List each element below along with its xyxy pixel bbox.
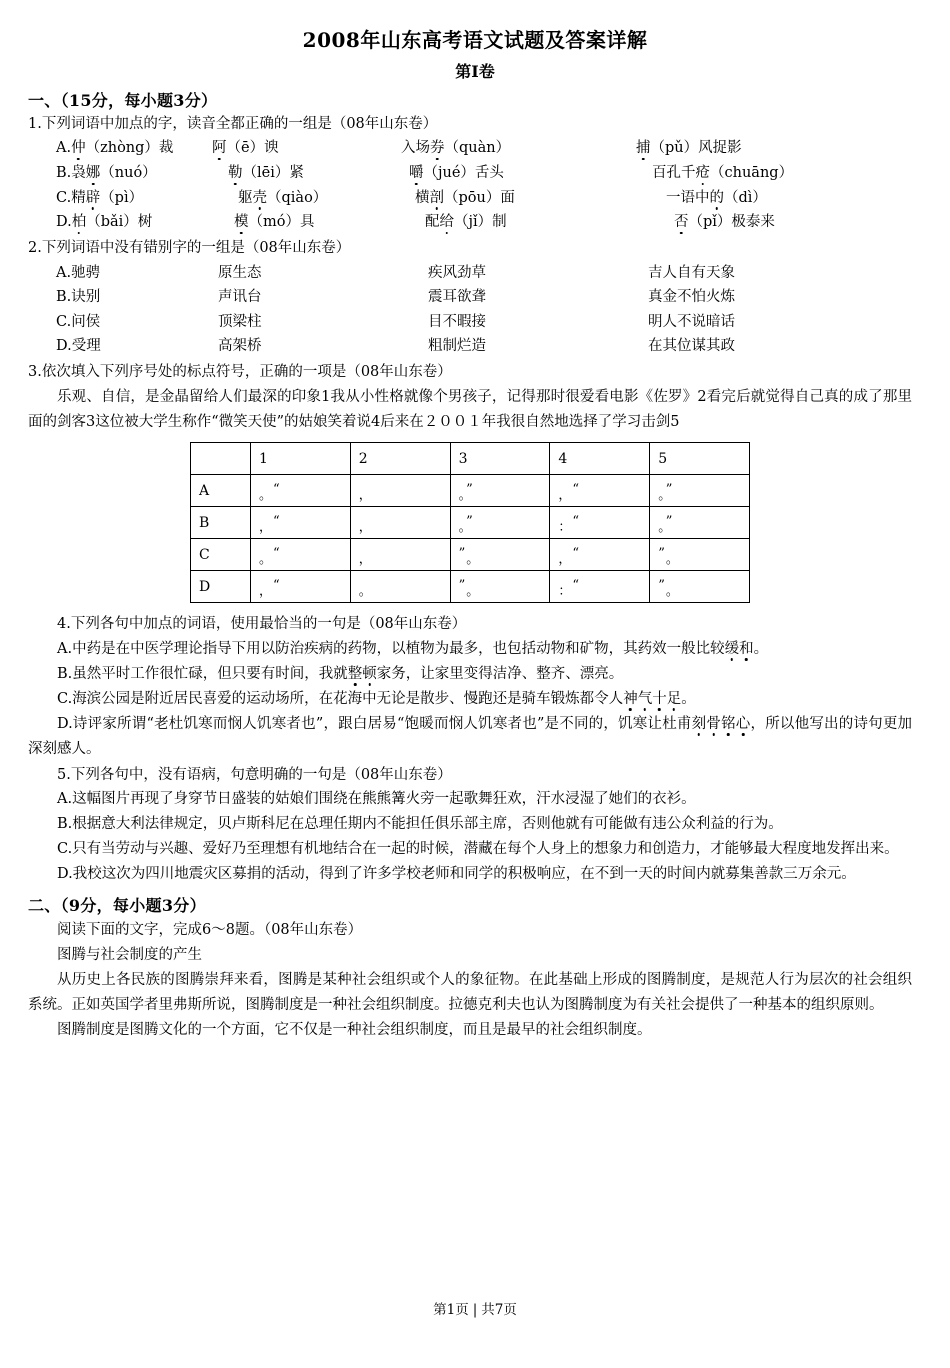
dotted-char: 气 <box>637 690 653 707</box>
dotted-char: 嚼 <box>409 165 424 182</box>
dotted-char: 否 <box>674 214 689 231</box>
dotted-phrase <box>692 716 751 732</box>
dotted-char: 疮 <box>695 165 710 182</box>
table-row <box>191 539 750 571</box>
punct-cell <box>251 571 351 603</box>
dotted-char: 剖 <box>429 189 444 206</box>
dotted-char: 模 <box>234 214 249 231</box>
option-text: 震耳欲聋 <box>428 289 486 306</box>
option-text: 驰骋 <box>71 264 101 281</box>
question-4-option-d <box>28 712 912 762</box>
punct-low-mark: ， <box>558 552 573 568</box>
question-5-option-b <box>28 812 912 837</box>
section-two-instruction: 阅读下面的文字，完成6～8题。（08年山东卷） <box>57 921 363 938</box>
row-label: A <box>191 475 251 507</box>
reading-passage-title: 图腾与社会制度的产生 <box>57 946 202 963</box>
option-text: （dì） <box>724 189 767 206</box>
option-text: 高架桥 <box>218 338 262 355</box>
row-label: D <box>191 571 251 603</box>
punct-cell <box>450 539 550 571</box>
option-label: D. <box>57 865 73 882</box>
table-header-4: 4 <box>550 443 650 475</box>
option-text: （ē）谀 <box>226 140 279 157</box>
table-row <box>191 475 750 507</box>
punct-low-mark: ， <box>358 520 373 536</box>
table-header-2: 2 <box>350 443 450 475</box>
option-text: 目不暇接 <box>428 313 486 330</box>
reading-passage-paragraph: 从历史上各民族的图腾崇拜来看，图腾是某种社会组织或个人的象征物。在此基础上形成的图腾制度，是规范人行为层次的社会组织系统。正如英国学者里弗斯所说，图腾制度是一种社会组织制度。拉德克利夫也认为图腾制度为有关社会提供了一种基本的组织原则。 <box>28 971 912 1013</box>
option-text: 吉人自有天象 <box>648 264 735 281</box>
dotted-char: 十 <box>652 690 667 707</box>
punct-low-mark: 。 <box>665 584 680 600</box>
punct-high-mark: “ <box>273 514 281 530</box>
dotted-phrase <box>623 691 681 707</box>
footer-separator: | <box>472 1302 478 1318</box>
dotted-char: 阿 <box>212 140 227 157</box>
row-label: C <box>191 539 251 571</box>
punct-high-mark: “ <box>273 482 281 498</box>
punct-low-mark: ， <box>358 552 373 568</box>
punct-high-mark: ” <box>458 546 467 562</box>
row-label: B <box>191 507 251 539</box>
option-label: D. <box>56 338 72 355</box>
punct-low-mark: 。 <box>358 584 373 600</box>
option-text: 横 <box>415 189 430 206</box>
option-text: 我校这次为四川地震灾区募捐的活动，得到了许多学校老师和同学的积极响应，在不到一天的时间内就募集善款三万余元。 <box>72 865 856 882</box>
punct-low-mark: ， <box>259 584 274 600</box>
punct-high-mark: ” <box>458 578 467 594</box>
punct-low-mark: 。 <box>458 488 467 504</box>
punct-cell <box>251 475 351 507</box>
dotted-char: 娜 <box>85 165 101 182</box>
punct-cell <box>450 571 550 603</box>
option-label: C. <box>57 840 73 857</box>
question-2-option-b <box>28 285 912 310</box>
option-text: 顶梁柱 <box>218 313 262 330</box>
punct-high-mark: ” <box>665 514 674 530</box>
punct-low-mark: 。 <box>658 488 666 504</box>
punct-cell <box>251 539 351 571</box>
option-text: ，所以他写出的诗句更加深刻感人。 <box>28 715 913 757</box>
question-1-option-c <box>28 186 912 211</box>
punct-high-mark: ” <box>658 578 666 594</box>
option-text: 问侯 <box>71 313 101 330</box>
option-text: 。 <box>753 640 769 657</box>
punct-cell <box>550 507 650 539</box>
punct-high-mark: ” <box>466 514 474 530</box>
option-text: 粗制烂造 <box>428 338 486 355</box>
option-text: 根据意大利法律规定，贝卢斯科尼在总理任期内不能担任俱乐部主席，否则他就有可能做有违公众利益的行为。 <box>72 816 783 833</box>
question-4-option-b <box>28 662 912 687</box>
option-text: （qiào） <box>267 189 328 206</box>
option-text: 入场 <box>401 140 430 157</box>
question-1-option-d <box>28 210 912 235</box>
reading-passage-paragraph: 图腾制度是图腾文化的一个方面，它不仅是一种社会组织制度，而且是最早的社会组织制度。 <box>57 1021 652 1038</box>
page-title: 2008年山东高考语文试题及答案详解 <box>302 28 648 52</box>
question-2-option-d <box>28 334 912 359</box>
table-header-1: 1 <box>251 443 351 475</box>
punct-high-mark: ” <box>665 482 674 498</box>
option-text: 配 <box>425 214 440 231</box>
option-text: （pōu）面 <box>444 189 515 206</box>
punct-low-mark: 。 <box>466 584 481 600</box>
punct-cell <box>650 571 750 603</box>
punct-high-mark: ” <box>658 546 666 562</box>
section-two-heading: 二、（9分，每小题3分） <box>28 895 206 915</box>
option-text: 躯 <box>238 189 253 206</box>
option-text: 中药是在中医学理论指导下用以防治疾病的药物，以植物为最多，也包括动物和矿物，其药效一般比较 <box>72 640 725 657</box>
option-text: （nuó） <box>100 165 157 182</box>
punct-low-mark: 。 <box>466 552 481 568</box>
option-text: 诀别 <box>71 289 101 306</box>
option-text: （pì） <box>100 189 144 206</box>
question-5-stem: 5.下列各句中，没有语病，句意明确的一句是（08年山东卷） <box>57 766 452 783</box>
punctuation-table <box>190 442 750 603</box>
question-2-stem: 2.下列词语中没有错别字的一组是（08年山东卷） <box>28 240 351 257</box>
dotted-char: 顿 <box>362 665 377 682</box>
question-1-stem: 1.下列词语中加点的字，读音全都正确的一组是（08年山东卷） <box>28 116 438 132</box>
option-text: 这幅图片再现了身穿节日盛装的姑娘们围绕在熊熊篝火旁一起歌舞狂欢，汗水浸湿了她们的衣衫。 <box>72 791 696 808</box>
section-one-heading: 一、（15分，每小题3分） <box>28 91 218 110</box>
table-header-3: 3 <box>450 443 550 475</box>
punct-high-mark: ” <box>466 482 474 498</box>
punct-cell <box>650 507 750 539</box>
option-text: （pǔ）风捉影 <box>650 140 742 157</box>
punct-high-mark: “ <box>572 482 581 498</box>
option-label: D. <box>56 214 72 231</box>
question-2-option-a <box>28 261 912 286</box>
dotted-char: 捕 <box>636 140 651 157</box>
option-label: A. <box>56 140 72 157</box>
table-header-blank <box>191 443 251 475</box>
option-text: 声讯台 <box>218 289 262 306</box>
dotted-char: 壳 <box>252 189 267 206</box>
question-4-stem: 4.下列各句中加点的词语，使用最恰当的一句是（08年山东卷） <box>57 616 467 633</box>
option-text: 疾风劲草 <box>428 264 486 281</box>
punct-cell <box>350 539 450 571</box>
question-1-option-b <box>28 161 912 186</box>
option-text: 明人不说暗话 <box>648 313 735 330</box>
question-4-option-a <box>28 637 912 662</box>
option-text: 精 <box>71 189 86 206</box>
option-text: 只有当劳动与兴趣、爱好乃至理想有机地结合在一起的时候，潜藏在每个人身上的想象力和创造力，才能够最大程度地发挥出来。 <box>72 840 899 857</box>
punct-cell <box>650 475 750 507</box>
exam-page <box>0 24 950 1368</box>
option-text: 原生态 <box>218 264 262 281</box>
option-text: 海滨公园是附近居民喜爱的运动场所，在花海中无论是散步、慢跑还是骑车锻炼都令人 <box>72 690 624 707</box>
option-text: （quàn） <box>444 140 511 157</box>
dotted-char: 仲 <box>71 140 86 157</box>
dotted-char: 的 <box>709 189 724 206</box>
punct-cell <box>550 571 650 603</box>
dotted-char: 铭 <box>721 715 736 732</box>
punct-low-mark: ： <box>558 520 573 536</box>
option-text: 百孔千 <box>652 165 696 182</box>
punct-cell <box>550 539 650 571</box>
option-text: 受理 <box>71 338 101 355</box>
option-label: D. <box>57 715 73 732</box>
table-row <box>191 507 750 539</box>
punct-cell <box>650 539 750 571</box>
question-1-option-a <box>28 136 912 161</box>
document-content <box>0 88 950 1043</box>
question-4-option-c <box>28 687 912 712</box>
table-row <box>191 571 750 603</box>
option-text: （lēi）紧 <box>242 165 304 182</box>
table-header-row <box>191 443 750 475</box>
option-text: 袅 <box>71 165 86 182</box>
punct-low-mark: 。 <box>259 552 274 568</box>
punct-high-mark: “ <box>572 578 581 594</box>
footer-total-pages: 共7页 <box>481 1302 517 1318</box>
punct-high-mark: “ <box>572 514 581 530</box>
option-text: 一语中 <box>666 189 710 206</box>
punct-cell <box>350 507 450 539</box>
page-footer <box>0 1298 950 1318</box>
option-label: B. <box>56 165 72 182</box>
option-text: 真金不怕火炼 <box>648 289 735 306</box>
punct-low-mark: 。 <box>458 520 467 536</box>
dotted-char: 骨 <box>706 715 722 732</box>
punct-low-mark: ： <box>558 584 573 600</box>
dotted-char: 券 <box>430 140 445 157</box>
option-text: （zhòng）裁 <box>85 140 174 157</box>
table-header-5: 5 <box>650 443 750 475</box>
punct-cell <box>350 571 450 603</box>
dotted-char: 勒 <box>228 165 243 182</box>
question-5-option-c <box>28 837 912 862</box>
dotted-char: 辟 <box>85 189 101 206</box>
option-text: （jǐ）制 <box>454 214 507 231</box>
dotted-phrase <box>725 641 754 657</box>
option-label: A. <box>57 791 73 808</box>
punct-cell <box>550 475 650 507</box>
option-text: 虽然平时工作很忙碌，但只要有时间，我就 <box>72 665 348 682</box>
punct-cell <box>350 475 450 507</box>
question-2-option-c <box>28 310 912 335</box>
question-3-passage: 乐观、自信，是金晶留给人们最深的印象1我从小性格就像个男孩子，记得那时很爱看电影《佐罗》2看完后就觉得自己真的成了那里面的剑客3这位被大学生称作“微笑天使”的姑娘笑着说4后来在２００１年我很自然地选择了学习击剑5 <box>28 388 912 430</box>
volume-heading: 第Ⅰ卷 <box>455 62 495 81</box>
dotted-char: 神 <box>623 690 638 707</box>
option-text: （jué）舌头 <box>423 165 504 182</box>
question-5-option-d <box>28 862 912 887</box>
option-text: （mó）具 <box>248 214 315 231</box>
option-text: （bǎi）树 <box>86 214 153 231</box>
punct-cell <box>450 475 550 507</box>
dotted-phrase <box>348 666 377 682</box>
option-text: 。 <box>681 690 696 707</box>
dotted-char: 缓 <box>724 640 740 657</box>
punct-low-mark: ， <box>358 488 373 504</box>
punct-cell <box>251 507 351 539</box>
dotted-char: 给 <box>439 214 454 231</box>
question-3-stem: 3.依次填入下列序号处的标点符号，正确的一项是（08年山东卷） <box>28 364 452 381</box>
question-5-option-a <box>28 787 912 812</box>
punct-low-mark: 。 <box>259 488 274 504</box>
option-text: 诗评家所谓“老杜饥寒而悯人饥寒者也”，跟白居易“饱暖而悯人饥寒者也”是不同的，饥寒让杜甫 <box>72 715 692 732</box>
dotted-char: 整 <box>347 665 363 682</box>
option-label: B. <box>56 289 72 306</box>
punctuation-table-wrapper <box>28 442 912 603</box>
dotted-char: 和 <box>739 640 754 657</box>
option-text: （chuāng） <box>710 165 794 182</box>
option-label: B. <box>57 665 73 682</box>
punctuation-table-body <box>191 475 750 603</box>
option-text: （pǐ）极泰来 <box>688 214 775 231</box>
dotted-char: 心 <box>735 715 751 732</box>
punct-high-mark: “ <box>572 546 581 562</box>
option-label: A. <box>56 264 72 281</box>
option-label: B. <box>57 816 73 833</box>
dotted-char: 足 <box>666 690 682 707</box>
punct-cell <box>450 507 550 539</box>
dotted-char: 柏 <box>71 214 87 231</box>
punct-high-mark: “ <box>273 546 281 562</box>
punct-low-mark: 。 <box>658 520 666 536</box>
option-label: C. <box>57 690 73 707</box>
option-label: C. <box>56 313 72 330</box>
punct-low-mark: 。 <box>665 552 680 568</box>
option-text: 家务，让家里变得洁净、整齐、漂亮。 <box>376 665 624 682</box>
option-label: A. <box>57 640 73 657</box>
dotted-char: 刻 <box>691 715 707 732</box>
punct-low-mark: ， <box>259 520 274 536</box>
punct-high-mark: “ <box>273 578 281 594</box>
footer-current-page: 第1页 <box>433 1302 469 1318</box>
punct-low-mark: ， <box>558 488 573 504</box>
option-text: 在其位谋其政 <box>648 338 735 355</box>
option-label: C. <box>56 189 72 206</box>
